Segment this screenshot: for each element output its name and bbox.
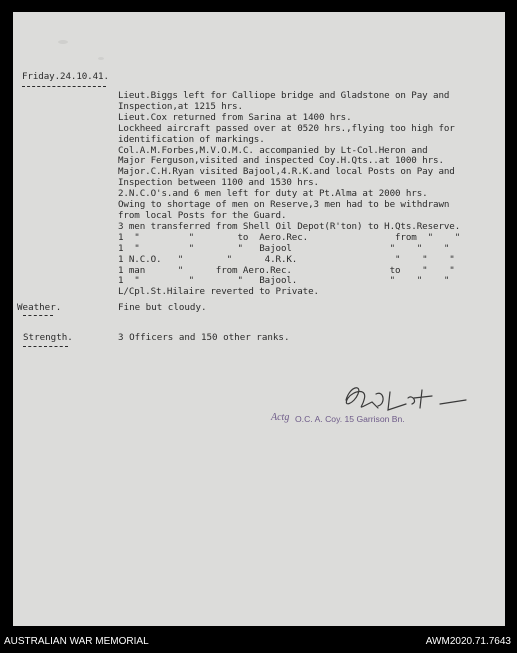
entry-line: Inspection between 1100 and 1530 hrs. bbox=[118, 177, 319, 189]
entry-line: Inspection,at 1215 hrs. bbox=[118, 100, 243, 112]
entry-line: Major.C.H.Ryan visited Bajool,4.R.K.and local Posts on Pay and bbox=[118, 166, 455, 178]
footer-accession-number: AWM2020.71.7643 bbox=[425, 636, 511, 647]
entry-line: from local Posts for the Guard. bbox=[118, 209, 287, 221]
entry-line: Lieut.Biggs left for Calliope bridge and Gladstone on Pay and bbox=[118, 90, 450, 101]
entry-line: 1 man " from Aero.Rec. to " " bbox=[118, 264, 455, 276]
signature bbox=[328, 380, 468, 416]
entry-line: 3 men transferred from Shell Oil Depot(R'ton) to H.Qts.Reserve. bbox=[118, 220, 461, 232]
entry-line: Lockheed aircraft passed over at 0520 hrs.,flying too high for bbox=[118, 122, 455, 134]
stamp-acting-prefix: Actg bbox=[271, 412, 290, 423]
entry-line: Owing to shortage of men on Reserve,3 men had to be withdrawn bbox=[118, 199, 450, 211]
entry-line: Major Ferguson,visited and inspected Coy.H.Qts..at 1000 hrs. bbox=[118, 155, 444, 167]
entry-line: 1 " " to Aero.Rec. from " " bbox=[118, 231, 461, 243]
paper-mark bbox=[58, 40, 68, 44]
weather-underline bbox=[23, 315, 53, 316]
entry-date: Friday.24.10.41. bbox=[22, 71, 109, 82]
unit-stamp: O.C. A. Coy. 15 Garrison Bn. bbox=[295, 414, 405, 424]
entry-line: L/Cpl.St.Hilaire reverted to Private. bbox=[118, 286, 319, 298]
date-underline bbox=[22, 86, 106, 87]
entry-line: 1 N.C.O. " " 4.R.K. " " " bbox=[118, 253, 455, 265]
footer-archive-name: AUSTRALIAN WAR MEMORIAL bbox=[4, 636, 149, 647]
strength-underline bbox=[23, 346, 68, 347]
entry-line: Lieut.Cox returned from Sarina at 1400 hrs. bbox=[118, 111, 352, 123]
strength-value: 3 Officers and 150 other ranks. bbox=[118, 332, 290, 343]
entry-line: 2.N.C.O's.and 6 men left for duty at Pt.Alma at 2000 hrs. bbox=[118, 188, 428, 200]
paper-mark bbox=[98, 57, 104, 60]
entry-line: Col.A.M.Forbes,M.V.O.M.C. accompanied by Lt-Col.Heron and bbox=[118, 144, 428, 156]
entry-line: 1 " " " Bajool. " " " bbox=[118, 275, 450, 287]
strength-label: Strength. bbox=[23, 332, 73, 343]
weather-label: Weather. bbox=[17, 302, 62, 313]
entry-line: identification of markings. bbox=[118, 133, 265, 145]
diary-entries bbox=[118, 91, 460, 298]
weather-value: Fine but cloudy. bbox=[118, 302, 207, 313]
entry-line: 1 " " " Bajool " " " bbox=[118, 242, 450, 254]
document-page bbox=[13, 12, 505, 626]
